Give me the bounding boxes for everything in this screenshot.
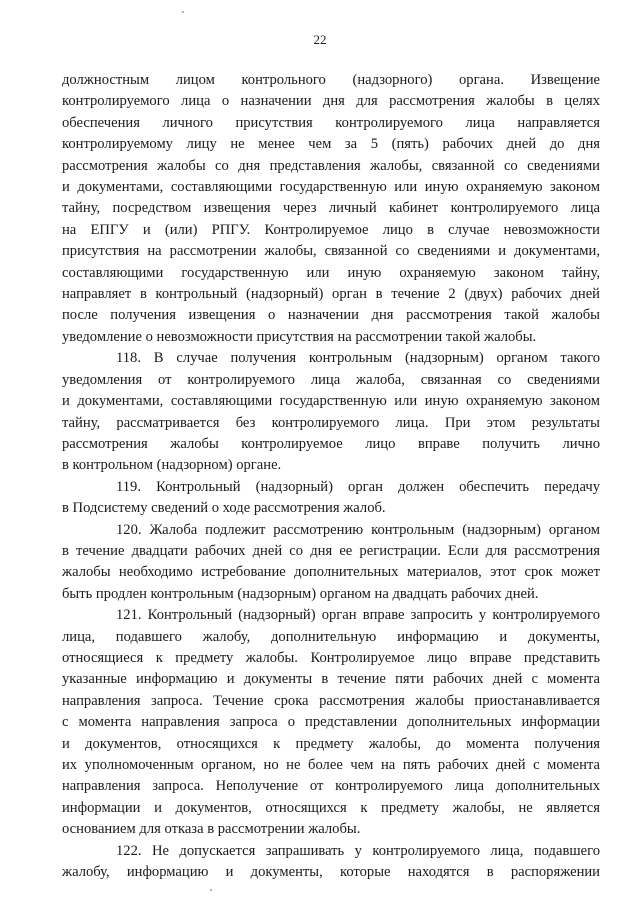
text-line: рассмотрения жалобы со дня представления жалобы, связанной со сведениями <box>62 157 600 174</box>
text-line: тайну, посредством извещения через личный кабинет контролируемого лица <box>62 200 600 217</box>
text-line: составляющими государственную или иную охраняемую законом тайну, <box>62 264 600 281</box>
text-line: уведомление о невозможности присутствия на рассмотрении такой жалобы. <box>62 328 537 345</box>
text-line: жалобу, информацию и документы, которые находятся в распоряжении <box>62 864 600 881</box>
text-line: должностным лицом контрольного (надзорного) органа. Извещение <box>62 72 600 88</box>
paragraph-117-continued <box>62 70 600 348</box>
text-line: присутствия на рассмотрении жалобы, связанной со сведениями и документами, <box>62 243 600 260</box>
text-line: основанием для отказа в рассмотрении жалобы. <box>62 821 361 838</box>
text-line: и документами, составляющими государственную или иную охраняемую законом <box>62 393 600 410</box>
text-line: после получения извещения о назначении дня рассмотрения такой жалобы <box>62 307 600 324</box>
text-line: с момента направления запроса о представлении дополнительных информации <box>62 714 600 731</box>
page-number: 22 <box>313 32 327 47</box>
text-line: контролируемому лицу не менее чем за 5 (пять) рабочих дней до дня <box>62 136 600 153</box>
text-line: указанные информацию и документы в течение пяти рабочих дней с момента <box>62 671 600 688</box>
text-line: тайну, рассматривается без контролируемого лица. При этом результаты <box>62 414 600 431</box>
document-body <box>62 70 600 883</box>
text-line: относящиеся к предмету жалобы. Контролируемое лицо вправе представить <box>62 649 600 666</box>
text-line: и документами, составляющими государственную или иную охраняемую законом <box>62 179 600 196</box>
text-line: в течение двадцати рабочих дней со дня ее регистрации. Если для рассмотрения <box>62 542 600 559</box>
text-line: направления запроса. Неполучение от контролируемого лица дополнительных <box>62 778 600 795</box>
text-line: информации и документов, относящихся к предмету жалобы, не является <box>62 799 600 816</box>
paragraph-121 <box>62 605 600 840</box>
text-line: 119. Контрольный (надзорный) орган должен обеспечить передачу <box>116 478 600 495</box>
text-line: жалобы необходимо истребование дополнительных материалов, этот срок может <box>62 564 600 581</box>
paragraph-122 <box>62 841 600 884</box>
text-line: рассмотрения жалобы контролируемое лицо вправе получить лично <box>62 435 600 452</box>
text-line: их уполномоченным органом, но не более чем на пять рабочих дней с момента <box>62 757 600 773</box>
text-line: быть продлен контрольным (надзорным) органом на двадцать рабочих дней. <box>62 585 539 602</box>
text-line: обеспечения личного присутствия контролируемого лица направляется <box>62 114 600 131</box>
text-line: направляет в контрольный (надзорный) орган в течение 2 (двух) рабочих дней <box>62 286 600 303</box>
text-line: на ЕПГУ и (или) РПГУ. Контролируемое лицо в случае невозможности <box>62 221 600 238</box>
text-line: в контрольном (надзорном) органе. <box>62 457 282 474</box>
paragraph-120 <box>62 520 600 606</box>
text-line: 118. В случае получения контрольным (надзорным) органом такого <box>116 350 600 367</box>
text-line: 120. Жалоба подлежит рассмотрению контрольным (надзорным) органом <box>116 521 600 538</box>
text-line: направления запроса. Течение срока рассмотрения жалобы приостанавливается <box>62 692 600 709</box>
text-line: уведомления от контролируемого лица жалоба, связанная со сведениями <box>62 371 600 388</box>
paragraph-118 <box>62 348 600 476</box>
text-line: и документов, относящихся к предмету жалобы, до момента получения <box>62 735 600 752</box>
text-line: 121. Контрольный (надзорный) орган вправе запросить у контролируемого <box>116 607 600 624</box>
paragraph-119 <box>62 477 600 520</box>
text-line: контролируемого лица о назначении дня для рассмотрения жалобы в целях <box>62 93 600 110</box>
scan-speck <box>182 11 184 13</box>
text-line: в Подсистему сведений о ходе рассмотрения жалоб. <box>62 500 386 517</box>
text-line: лица, подавшего жалобу, дополнительную информацию и документы, <box>62 628 600 645</box>
text-line: 122. Не допускается запрашивать у контролируемого лица, подавшего <box>116 842 600 859</box>
scan-speck <box>210 889 212 891</box>
